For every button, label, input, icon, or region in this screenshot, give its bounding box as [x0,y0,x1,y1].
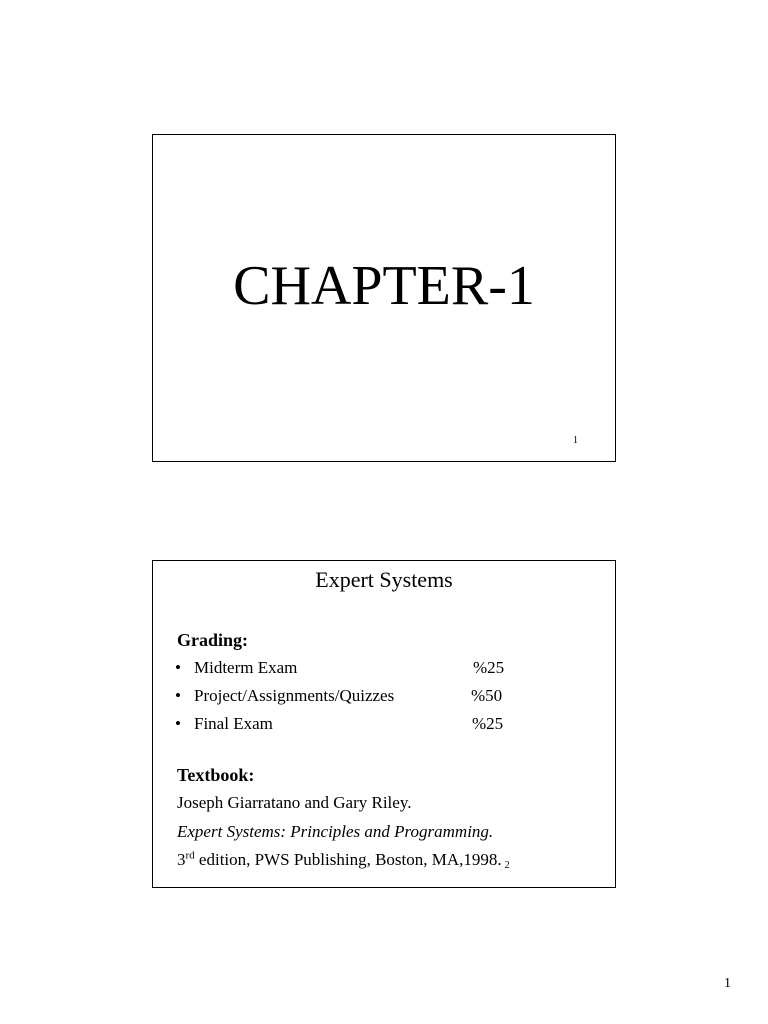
bullet: • [175,714,181,733]
chapter-title: CHAPTER-1 [233,255,535,317]
grading-item-percent: %50 [471,686,503,705]
textbook-edition [177,850,510,876]
grading-item-label: Final Exam [194,714,273,733]
edition-number: 3 [177,850,186,869]
bullet: • [175,658,181,677]
grading-item-percent: %25 [472,714,504,733]
edition-suffix: rd [185,849,195,862]
slide-expert-systems [152,560,616,888]
bullet: • [175,686,181,705]
textbook-heading: Textbook: [177,765,255,785]
grading-item-label: Project/Assignments/Quizzes [194,686,395,705]
grading-item-percent: %25 [473,658,505,677]
textbook-authors: Joseph Giarratano and Gary Riley. [177,793,412,812]
page-number: 1 [724,976,731,991]
textbook-title: Expert Systems: Principles and Programming. [177,822,494,841]
slide-number: 1 [573,435,578,446]
slide-title: Expert Systems [315,567,453,592]
edition-details: edition, PWS Publishing, Boston, MA,1998. [194,850,502,869]
slide-number: 2 [504,860,510,871]
grading-item-label: Midterm Exam [194,658,298,677]
grading-heading: Grading: [177,630,249,650]
slide-chapter-1 [152,134,616,462]
